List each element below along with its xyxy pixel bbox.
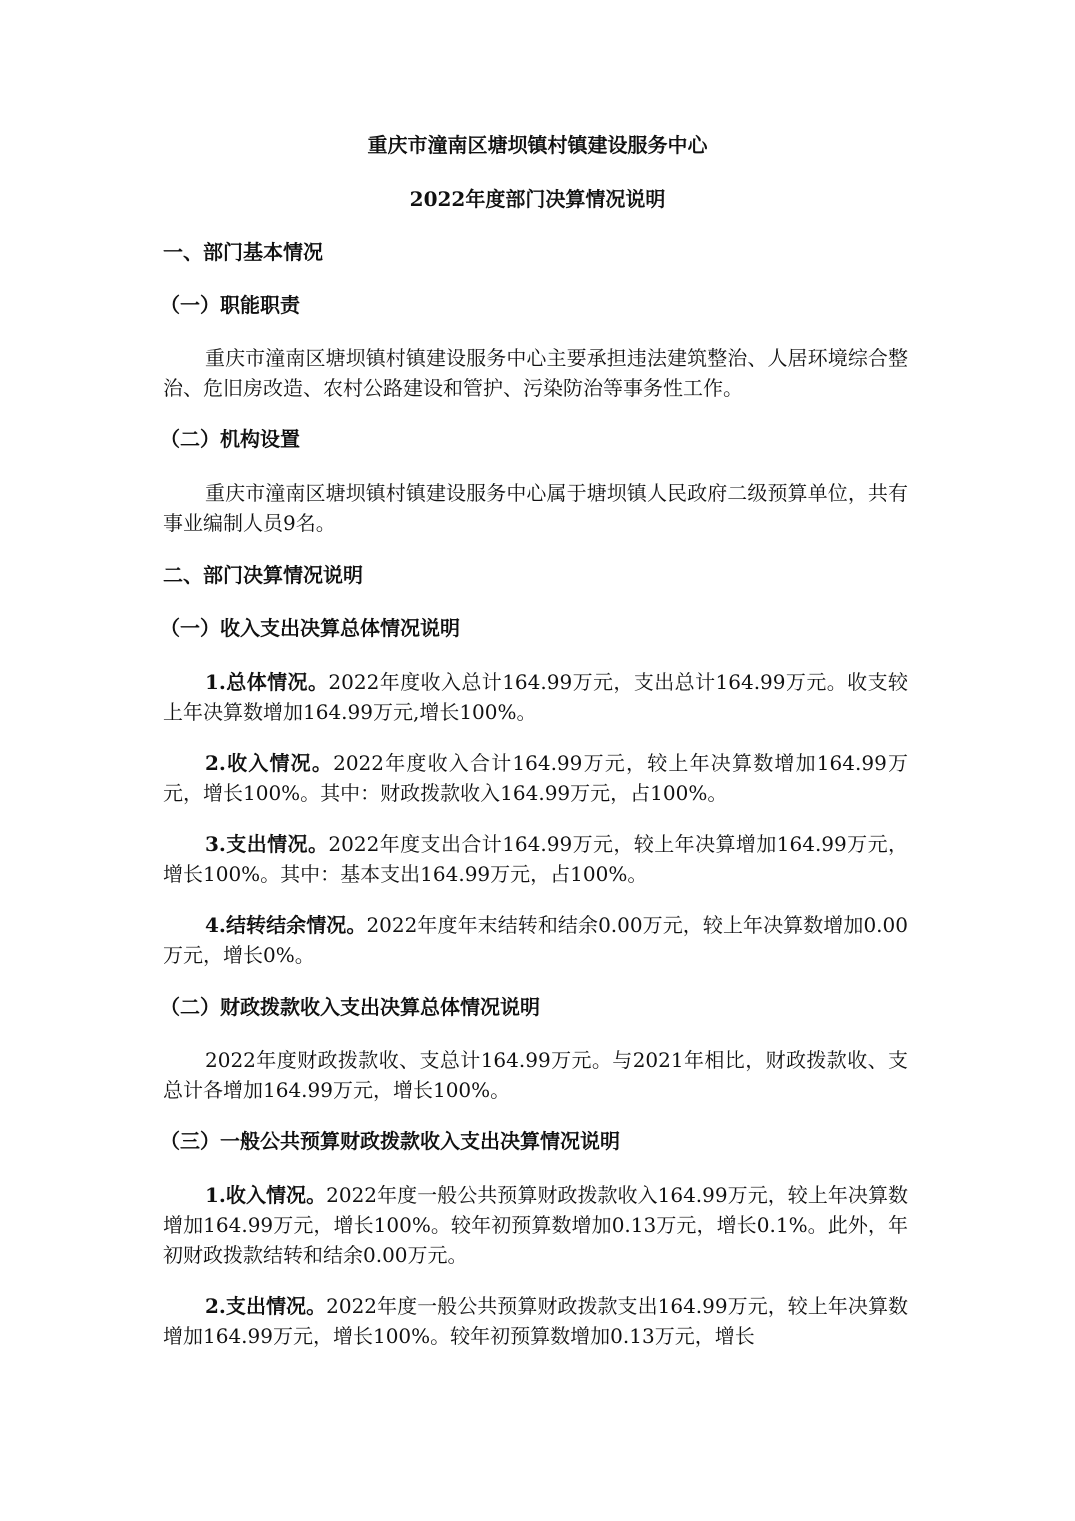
subsection-heading: （一）职能职责 bbox=[160, 293, 300, 317]
paragraph-expenditure bbox=[163, 829, 908, 889]
document-subtitle: 2022年度部门决算情况说明 bbox=[409, 187, 666, 211]
paragraph-body: 2022年度一般公共预算财政拨款支出164.99万元，较上年决算数增加164.99万元，增长100%。较年初预算数增加0.13万元，增长 bbox=[163, 1294, 908, 1348]
paragraph-lead: 2.支出情况。 bbox=[205, 1294, 327, 1318]
paragraph-organization: 重庆市潼南区塘坝镇村镇建设服务中心属于塘坝镇人民政府二级预算单位，共有事业编制人员9名。 bbox=[163, 481, 908, 535]
paragraph-body: 2022年度收入总计164.99万元，支出总计164.99万元。收支较上年决算数增加164.99万元,增长100%。 bbox=[163, 670, 908, 724]
section-heading: 一、部门基本情况 bbox=[163, 240, 323, 264]
paragraph-fiscal-allocation: 2022年度财政拨款收、支总计164.99万元。与2021年相比，财政拨款收、支总计各增加164.99万元，增长100%。 bbox=[163, 1048, 908, 1102]
paragraph-body: 2022年度年末结转和结余0.00万元，较上年决算数增加0.00万元，增长0%。 bbox=[163, 913, 908, 967]
paragraph-lead: 1.收入情况。 bbox=[205, 1183, 327, 1207]
paragraph-carryover bbox=[163, 910, 908, 970]
paragraph-body: 2022年度收入合计164.99万元，较上年决算数增加164.99万元，增长100%。其中：财政拨款收入164.99万元，占100%。 bbox=[163, 751, 908, 805]
subsection-heading: （二）机构设置 bbox=[160, 427, 300, 451]
subsection-heading: （二）财政拨款收入支出决算总体情况说明 bbox=[160, 995, 540, 1019]
section-heading: 二、部门决算情况说明 bbox=[163, 563, 363, 587]
subsection-heading: （一）收入支出决算总体情况说明 bbox=[160, 616, 460, 640]
paragraph-lead: 4.结转结余情况。 bbox=[205, 913, 367, 937]
paragraph-public-budget-expenditure bbox=[163, 1291, 908, 1351]
paragraph-body: 2022年度支出合计164.99万元，较上年决算增加164.99万元，增长100%。其中：基本支出164.99万元，占100%。 bbox=[163, 832, 908, 886]
paragraph-body: 2022年度一般公共预算财政拨款收入164.99万元，较上年决算数增加164.99万元，增长100%。较年初预算数增加0.13万元，增长0.1%。此外，年初财政拨款结转和结余0.00万元。 bbox=[163, 1183, 908, 1267]
paragraph-overall bbox=[163, 667, 908, 727]
paragraph-lead: 3.支出情况。 bbox=[205, 832, 329, 856]
paragraph-income bbox=[163, 748, 908, 808]
subsection-heading: （三）一般公共预算财政拨款收入支出决算情况说明 bbox=[160, 1129, 620, 1153]
paragraph-public-budget-income bbox=[163, 1180, 908, 1270]
paragraph-lead: 1.总体情况。 bbox=[205, 670, 329, 694]
paragraph-lead: 2.收入情况。 bbox=[205, 751, 334, 775]
paragraph-functions: 重庆市潼南区塘坝镇村镇建设服务中心主要承担违法建筑整治、人居环境综合整治、危旧房改造、农村公路建设和管护、污染防治等事务性工作。 bbox=[163, 346, 908, 400]
document-title: 重庆市潼南区塘坝镇村镇建设服务中心 bbox=[367, 133, 708, 157]
